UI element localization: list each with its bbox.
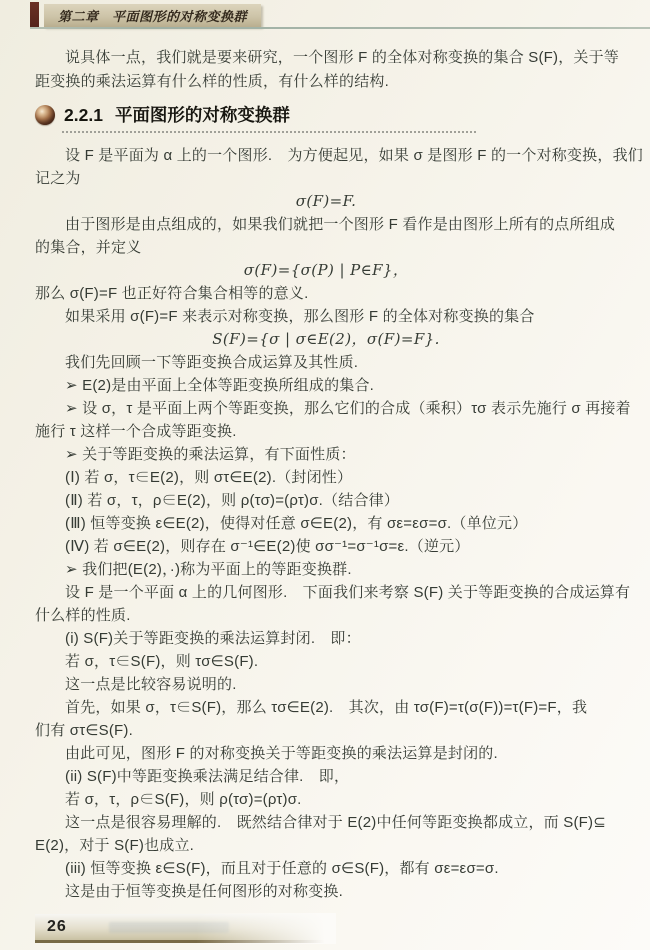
text-line: (Ⅳ) 若 σ∈E(2)，则存在 σ⁻¹∈E(2)使 σσ⁻¹=σ⁻¹σ=ε.（逆元） <box>65 538 470 555</box>
header-rule <box>30 27 650 29</box>
text-line: 这一点是很容易理解的. 既然结合律对于 E(2)中任何等距变换都成立，而 S(F)⊆ <box>65 814 606 831</box>
text-line: 这一点是比较容易说明的. <box>65 676 237 693</box>
text-line: (iii) 恒等变换 ε∈S(F)，而且对于任意的 σ∈S(F)，都有 σε=εσ=σ. <box>65 860 499 877</box>
page-body <box>35 46 643 903</box>
text-line: (Ⅰ) 若 σ，τ∈E(2)，则 στ∈E(2).（封闭性） <box>65 469 353 486</box>
formula-line: S(F)={σ | σ∈E(2)，σ(F)=F}. <box>212 330 440 348</box>
text-line: (ii) S(F)中等距变换乘法满足结合律. 即， <box>65 768 350 785</box>
page-footer-bar <box>35 914 335 943</box>
dotted-underline <box>62 131 476 133</box>
section-heading <box>35 104 617 136</box>
section-title: 平面图形的对称变换群 <box>114 105 290 125</box>
section-number: 2.2.1 <box>64 105 103 125</box>
text-line: E(2)，对于 S(F)也成立. <box>35 837 195 854</box>
text-line: 设 F 是一个平面 α 上的几何图形. 下面我们来考察 S(F) 关于等距变换的合成运算有 <box>65 584 631 601</box>
text-line: (Ⅲ) 恒等变换 ε∈E(2)，使得对任意 σ∈E(2)，有 σε=εσ=σ.（单位元） <box>65 515 528 532</box>
chapter-accent-bar <box>30 2 39 28</box>
text-line: ➢ E(2)是由平面上全体等距变换所组成的集合. <box>65 377 375 394</box>
formula-line: σ(F)=F. <box>295 192 357 210</box>
section-body <box>35 144 643 903</box>
text-line: 距变换的乘法运算有什么样的性质，有什么样的结构. <box>35 73 389 90</box>
text-line: 首先，如果 σ，τ∈S(F)，那么 τσ∈E(2). 其次，由 τσ(F)=τ(σ(F))=τ(F)=F，我 <box>65 699 588 716</box>
chapter-tab <box>44 4 261 27</box>
text-line: 的集合，并定义 <box>35 239 142 256</box>
text-line: 那么 σ(F)=F 也正好符合集合相等的意义. <box>35 285 309 302</box>
formula-line: σ(F)={σ(P) | P∈F}， <box>243 261 409 279</box>
sphere-bullet-icon <box>35 105 55 125</box>
text-line: 由此可见，图形 F 的对称变换关于等距变换的乘法运算是封闭的. <box>65 745 498 762</box>
footer-fade <box>196 913 336 944</box>
text-line: 由于图形是由点组成的，如果我们就把一个图形 F 看作是由图形上所有的点所组成 <box>65 216 616 233</box>
text-line: 这是由于恒等变换是任何图形的对称变换. <box>65 883 343 900</box>
text-line: 若 σ，τ，ρ∈S(F)，则 ρ(τσ)=(ρτ)σ. <box>65 791 302 808</box>
text-line: ➢ 关于等距变换的乘法运算，有下面性质： <box>65 446 356 463</box>
intro-paragraph <box>35 46 620 94</box>
text-line: 说具体一点，我们就是要来研究，一个图形 F 的全体对称变换的集合 S(F)，关于等 <box>65 49 620 66</box>
text-line: 如果采用 σ(F)=F 来表示对称变换，那么图形 F 的全体对称变换的集合 <box>65 308 535 325</box>
text-line: (i) S(F)关于等距变换的乘法运算封闭. 即： <box>65 630 361 647</box>
chapter-title: 第二章 平面图形的对称变换群 <box>58 9 248 24</box>
text-line: (Ⅱ) 若 σ，τ，ρ∈E(2)，则 ρ(τσ)=(ρτ)σ.（结合律） <box>65 492 400 509</box>
text-line: 们有 στ∈S(F). <box>35 722 133 739</box>
text-line: ➢ 我们把(E(2)，·)称为平面上的等距变换群. <box>65 561 352 578</box>
text-line: 若 σ，τ∈S(F)，则 τσ∈S(F). <box>65 653 259 670</box>
text-line: 什么样的性质. <box>35 607 131 624</box>
text-line: 记之为 <box>35 170 81 187</box>
page-number: 26 <box>47 918 67 935</box>
text-line: 我们先回顾一下等距变换合成运算及其性质. <box>65 354 359 371</box>
text-line: 施行 τ 这样一个合成等距变换. <box>35 423 237 440</box>
text-line: 设 F 是平面为 α 上的一个图形. 为方便起见，如果 σ 是图形 F 的一个对称变换，我们 <box>65 147 643 164</box>
chapter-header <box>0 2 650 32</box>
text-line: ➢ 设 σ，τ 是平面上两个等距变换，那么它们的合成（乘积）τσ 表示先施行 σ 再接着 <box>65 400 631 417</box>
